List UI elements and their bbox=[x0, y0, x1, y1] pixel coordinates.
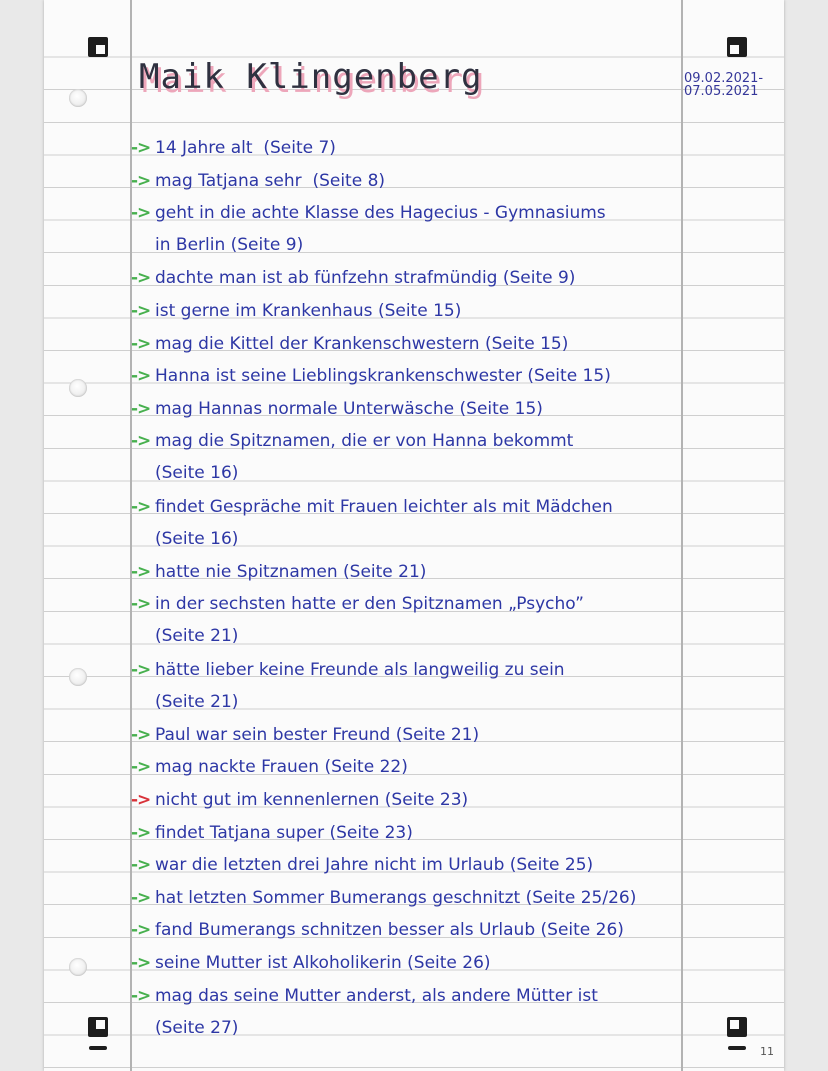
list-item bbox=[131, 491, 613, 555]
entry-text: mag die Spitznamen, die er von Hanna bekommt (Seite 16) bbox=[155, 431, 574, 484]
date-range bbox=[684, 72, 763, 98]
punch-hole bbox=[69, 379, 87, 397]
arrow-icon: -> bbox=[131, 985, 151, 1006]
punch-hole bbox=[69, 958, 87, 976]
arrow-icon: -> bbox=[131, 431, 151, 452]
entry-text: war die letzten drei Jahre nicht im Urlaub (Seite 25) bbox=[155, 855, 594, 876]
list-item bbox=[131, 360, 611, 392]
entry-text: geht in die achte Klasse des Hagecius - Gymnasiums in Berlin (Seite 9) bbox=[155, 203, 606, 256]
date-start: 09.02.2021- bbox=[684, 71, 764, 86]
entry-text: Paul war sein bester Freund (Seite 21) bbox=[155, 724, 480, 745]
entry-text: mag das seine Mutter anderst, als andere Mütter ist (Seite 27) bbox=[155, 985, 598, 1038]
list-item bbox=[131, 132, 336, 164]
arrow-icon: -> bbox=[131, 333, 151, 354]
entry-text: mag nackte Frauen (Seite 22) bbox=[155, 757, 408, 778]
entry-text: fand Bumerangs schnitzen besser als Urlaub (Seite 26) bbox=[155, 920, 624, 941]
entry-text: nicht gut im kennenlernen (Seite 23) bbox=[155, 790, 469, 810]
date-end: 07.05.2021 bbox=[684, 84, 759, 99]
entry-text: mag Hannas normale Unterwäsche (Seite 15) bbox=[155, 398, 543, 419]
arrow-icon: -> bbox=[131, 203, 151, 224]
punch-hole bbox=[69, 89, 87, 107]
page-title: Maik Klingenberg bbox=[139, 57, 483, 97]
arrow-icon: -> bbox=[131, 594, 151, 615]
arrow-icon: -> bbox=[131, 170, 151, 191]
list-item bbox=[131, 588, 584, 652]
entry-text: ist gerne im Krankenhaus (Seite 15) bbox=[155, 301, 462, 321]
list-item bbox=[131, 914, 624, 946]
list-item bbox=[131, 425, 573, 489]
entry-text: mag Tatjana sehr (Seite 8) bbox=[155, 170, 386, 191]
arrow-icon: -> bbox=[131, 757, 151, 778]
list-item bbox=[131, 262, 575, 294]
list-item bbox=[131, 197, 606, 261]
corner-marker-top-right-icon bbox=[727, 37, 747, 57]
punch-hole bbox=[69, 668, 87, 686]
arrow-icon: -> bbox=[131, 301, 151, 321]
entry-text: mag die Kittel der Krankenschwestern (Seite 15) bbox=[155, 333, 569, 354]
arrow-icon: -> bbox=[131, 398, 151, 419]
entry-text: findet Tatjana super (Seite 23) bbox=[155, 822, 413, 843]
entry-text: in der sechsten hatte er den Spitznamen „Psycho” (Seite 21) bbox=[155, 594, 584, 647]
list-item bbox=[131, 295, 461, 327]
list-item bbox=[131, 393, 543, 425]
arrow-icon: -> bbox=[131, 724, 151, 745]
right-margin-line bbox=[681, 0, 683, 1071]
list-item bbox=[131, 882, 636, 914]
arrow-icon: -> bbox=[131, 855, 151, 876]
arrow-icon: -> bbox=[131, 138, 151, 158]
list-item bbox=[131, 817, 413, 849]
entry-text: seine Mutter ist Alkoholikerin (Seite 26) bbox=[155, 953, 491, 973]
entry-text: Hanna ist seine Lieblingskrankenschwester (Seite 15) bbox=[155, 366, 611, 387]
arrow-icon: -> bbox=[131, 366, 151, 387]
entry-text: dachte man ist ab fünfzehn strafmündig (Seite 9) bbox=[155, 268, 576, 289]
arrow-icon: -> bbox=[131, 268, 151, 289]
entry-text: findet Gespräche mit Frauen leichter als mit Mädchen (Seite 16) bbox=[155, 496, 613, 549]
arrow-icon: -> bbox=[131, 561, 151, 582]
arrow-icon: -> bbox=[131, 659, 151, 680]
corner-marker-bottom-right-icon bbox=[727, 1017, 747, 1037]
list-item bbox=[131, 980, 598, 1044]
arrow-icon: -> bbox=[131, 790, 151, 810]
arrow-icon: -> bbox=[131, 887, 151, 908]
list-item bbox=[131, 719, 479, 751]
list-item bbox=[131, 328, 568, 360]
list-item bbox=[131, 751, 408, 783]
list-item bbox=[131, 784, 468, 816]
entry-text: hätte lieber keine Freunde als langweilig zu sein (Seite 21) bbox=[155, 659, 565, 712]
list-item bbox=[131, 654, 565, 718]
entry-text: 14 Jahre alt (Seite 7) bbox=[155, 138, 336, 158]
list-item bbox=[131, 947, 491, 979]
list-item bbox=[131, 165, 385, 197]
arrow-icon: -> bbox=[131, 822, 151, 843]
arrow-icon: -> bbox=[131, 953, 151, 973]
page-number: 11 bbox=[760, 1045, 774, 1058]
arrow-icon: -> bbox=[131, 920, 151, 941]
marker-bar-bottom-left-icon bbox=[89, 1046, 107, 1050]
corner-marker-bottom-left-icon bbox=[88, 1017, 108, 1037]
entry-text: hatte nie Spitznamen (Seite 21) bbox=[155, 561, 427, 582]
arrow-icon: -> bbox=[131, 496, 151, 517]
list-item bbox=[131, 849, 593, 881]
entry-text: hat letzten Sommer Bumerangs geschnitzt (Seite 25/26) bbox=[155, 887, 637, 908]
list-item bbox=[131, 556, 426, 588]
corner-marker-top-left-icon bbox=[88, 37, 108, 57]
marker-bar-bottom-right-icon bbox=[728, 1046, 746, 1050]
